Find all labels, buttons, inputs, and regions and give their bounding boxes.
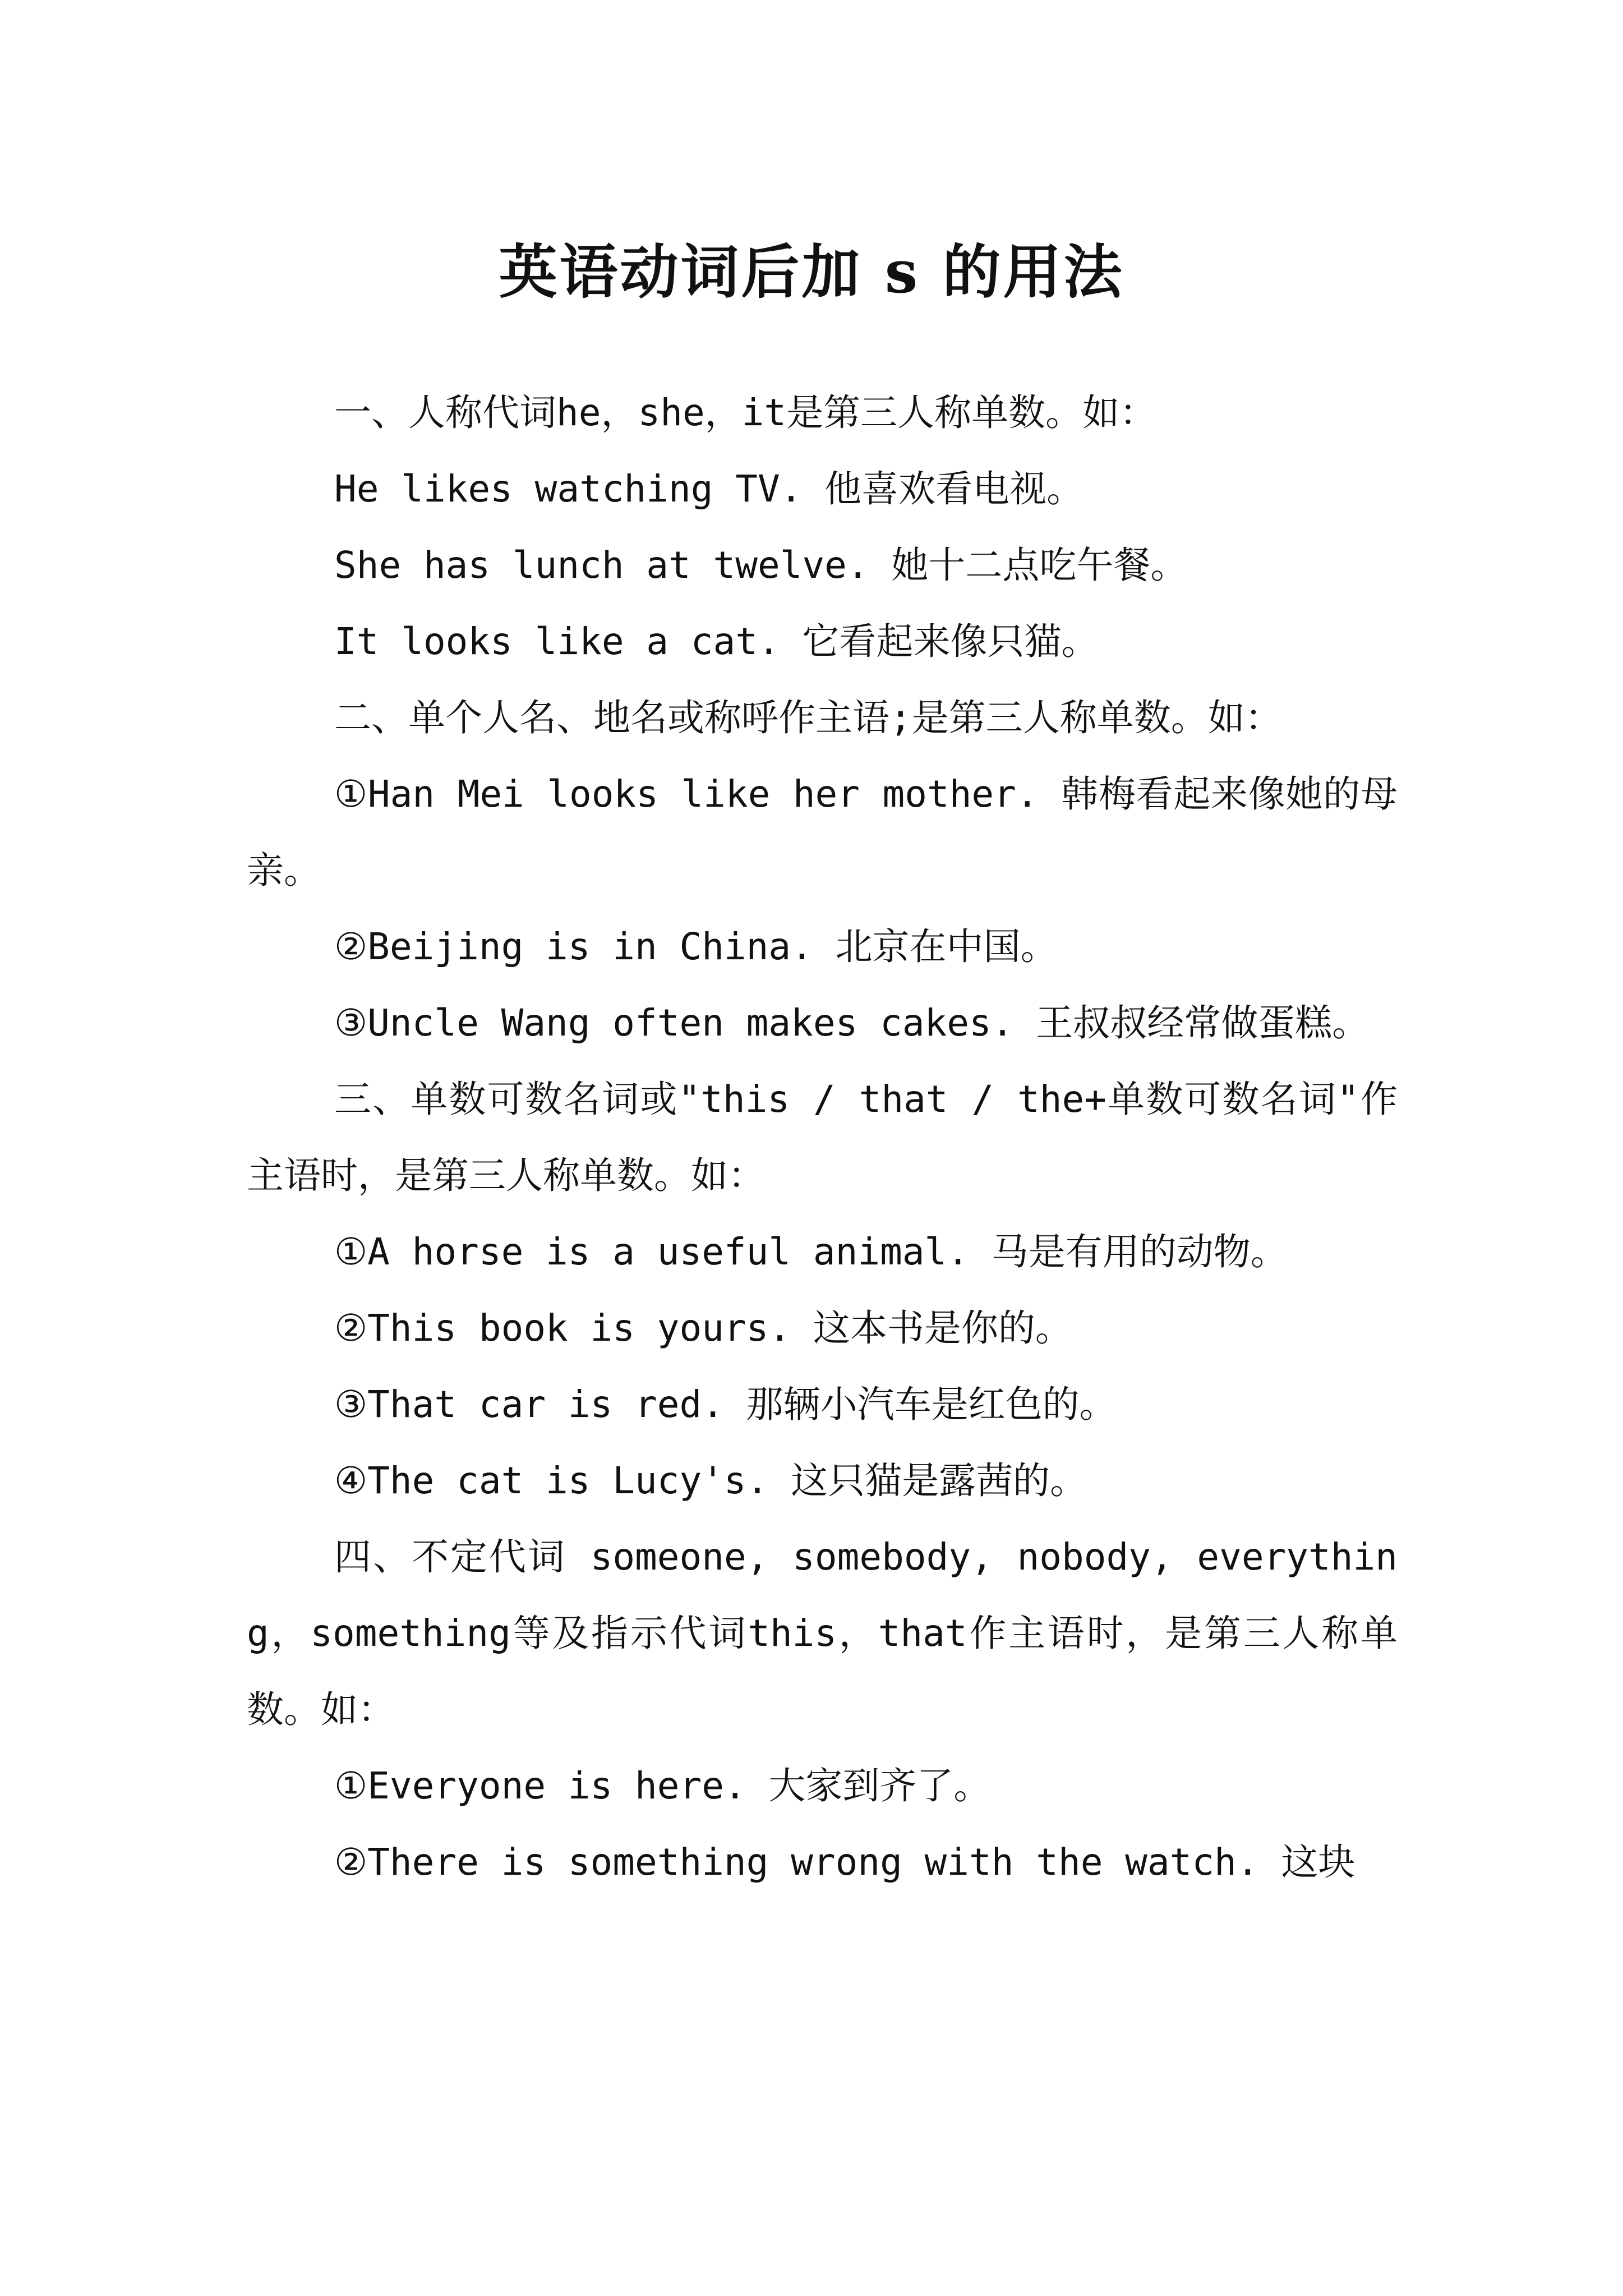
- paragraph-section-1-heading: 一、人称代词he，she，it是第三人称单数。如：: [334, 391, 1157, 434]
- example-he-likes-tv: He likes watching TV. 他喜欢看电视。: [334, 467, 1084, 510]
- document-title: 英语动词后加 s 的用法: [499, 237, 1124, 306]
- example-everyone: ①Everyone is here. 大家到齐了。: [334, 1764, 991, 1807]
- example-this-book: ②This book is yours. 这本书是你的。: [334, 1306, 1072, 1350]
- example-beijing: ②Beijing is in China. 北京在中国。: [334, 925, 1058, 968]
- example-it-looks-like-cat: It looks like a cat. 它看起来像只猫。: [334, 620, 1099, 663]
- paragraph-section-4-heading: 四、不定代词 someone, somebody, nobody, everything，something等及指示代词this，that作主语时，是第三人称单数。如：: [247, 1535, 1398, 1731]
- example-that-car: ③That car is red. 那辆小汽车是红色的。: [334, 1383, 1117, 1426]
- example-han-mei: ①Han Mei looks like her mother. 韩梅看起来像她的母亲。: [247, 772, 1398, 892]
- example-uncle-wang: ③Uncle Wang often makes cakes. 王叔叔经常做蛋糕。: [334, 1001, 1370, 1045]
- paragraph-section-3-heading: 三、单数可数名词或"this / that / the+单数可数名词"作主语时，是第三人称单数。如：: [247, 1078, 1398, 1197]
- example-the-cat: ④The cat is Lucy's. 这只猫是露茜的。: [334, 1459, 1087, 1502]
- example-she-has-lunch: She has lunch at twelve. 她十二点吃午餐。: [334, 544, 1188, 587]
- document-body: [247, 375, 1398, 1901]
- example-something-wrong: ②There is something wrong with the watch. 这块: [334, 1841, 1355, 1884]
- example-horse: ①A horse is a useful animal. 马是有用的动物。: [334, 1230, 1288, 1273]
- paragraph-section-2-heading: 二、单个人名、地名或称呼作主语;是第三人称单数。如：: [334, 696, 1282, 739]
